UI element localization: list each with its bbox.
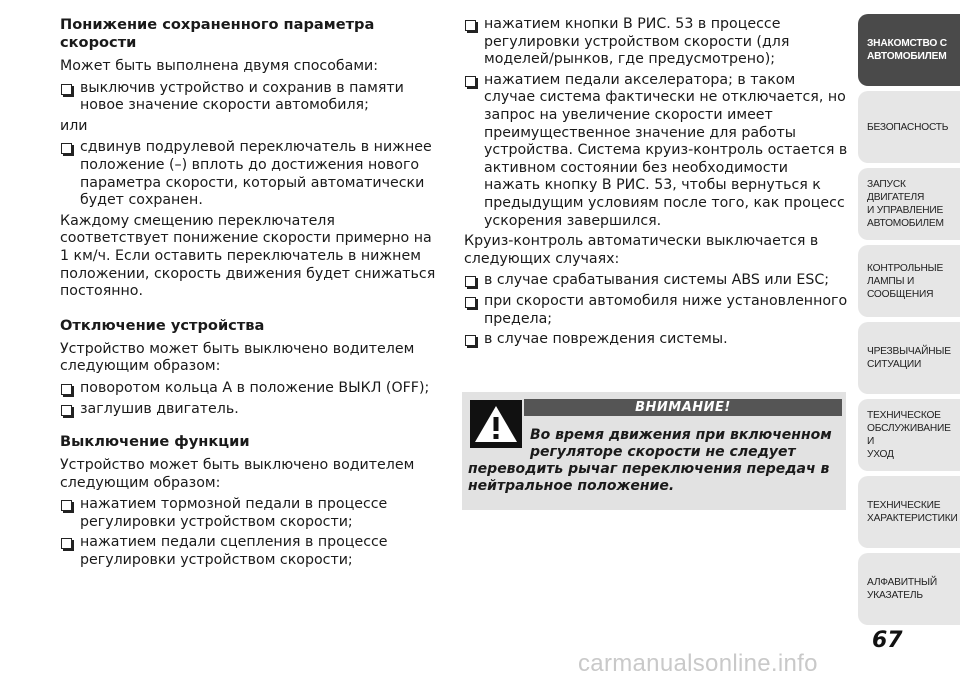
paragraph: Круиз-контроль автоматически выключается в следующих случаях: — [464, 233, 819, 267]
bullet-item: нажатием тормозной педали в процессе регулировки устройством скорости; — [60, 496, 440, 531]
tab-specifications[interactable]: ТЕХНИЧЕСКИЕ ХАРАКТЕРИСТИКИ — [858, 476, 960, 548]
bullet-item: в случае повреждения системы. — [464, 331, 848, 349]
warning-box — [462, 392, 846, 510]
section-heading-function-off: Выключение функции — [60, 433, 250, 451]
tab-emergencies[interactable]: ЧРЕЗВЫЧАЙНЫЕ СИТУАЦИИ — [858, 322, 960, 394]
checkbox-bullet-icon — [465, 276, 476, 287]
checkbox-bullet-icon — [61, 405, 72, 416]
warning-text: Во время движения при включенном регуляторе скорости не следует переводить рычаг переключения передач в нейтральное положение. — [468, 427, 832, 494]
tab-warning-lights[interactable]: КОНТРОЛЬНЫЕ ЛАМПЫ И СООБЩЕНИЯ — [858, 245, 960, 317]
warning-title: ВНИМАНИЕ! — [524, 399, 842, 416]
paragraph: Устройство может быть выключено водителем следующим образом: — [60, 457, 415, 491]
bullet-item: нажатием педали акселератора; в таком случае система фактически не отключается, но запрос на увеличение скорости имеет преимущественное значение для работы устройства. Система круиз-контроль остается в активном состоянии без необходимости нажать кнопку В РИС. 53, чтобы вернуться к предыдущим условиям после того, как процесс ускорения завершился. — [464, 72, 848, 230]
paragraph: или — [60, 117, 88, 134]
bullet-item: заглушив двигатель. — [60, 401, 440, 419]
bullet-item: сдвинув подрулевой переключатель в нижнее положение (–) вплоть до достижения нового параметра скорости, который автоматически будет сохранен. — [60, 139, 440, 209]
tab-safety[interactable]: БЕЗОПАСНОСТЬ — [858, 91, 960, 163]
checkbox-bullet-icon — [61, 384, 72, 395]
paragraph: Может быть выполнена двумя способами: — [60, 58, 379, 74]
bullet-item: при скорости автомобиля ниже установленного предела; — [464, 293, 848, 328]
bullet-item: выключив устройство и сохранив в памяти новое значение скорости автомобиля; — [60, 80, 440, 115]
checkbox-bullet-icon — [465, 335, 476, 346]
tab-vehicle-intro[interactable]: ЗНАКОМСТВО С АВТОМОБИЛЕМ — [858, 14, 960, 86]
tab-starting-driving[interactable]: ЗАПУСК ДВИГАТЕЛЯ И УПРАВЛЕНИЕ АВТОМОБИЛЕМ — [858, 168, 960, 240]
section-heading-device-off: Отключение устройства — [60, 316, 265, 334]
bullet-item: нажатием кнопки В РИС. 53 в процессе регулировки устройством скорости (для моделей/рынков, где предусмотрено); — [464, 16, 848, 69]
tab-maintenance[interactable]: ТЕХНИЧЕСКОЕ ОБСЛУЖИВАНИЕ И УХОД — [858, 399, 960, 471]
page-number: 67 — [872, 628, 903, 653]
chapter-sidebar — [858, 14, 960, 630]
bullet-item: поворотом кольца А в положение ВЫКЛ (OFF); — [60, 380, 440, 398]
checkbox-bullet-icon — [465, 20, 476, 31]
checkbox-bullet-icon — [465, 297, 476, 308]
paragraph: Устройство может быть выключено водителем следующим образом: — [60, 340, 415, 375]
right-column — [464, 16, 848, 352]
paragraph: Каждому смещению переключателя соответствует понижение скорости примерно на 1 км/ч. Если оставить переключатель в нижнем положении, скорость движения будет снижаться постоянно. — [60, 212, 436, 300]
checkbox-bullet-icon — [61, 84, 72, 95]
checkbox-bullet-icon — [61, 500, 72, 511]
bullet-item: нажатием педали сцепления в процессе регулировки устройством скорости; — [60, 534, 440, 569]
checkbox-bullet-icon — [465, 76, 476, 87]
watermark: carmanualsonline.info — [578, 650, 818, 677]
checkbox-bullet-icon — [61, 143, 72, 154]
bullet-item: в случае срабатывания системы ABS или ESC; — [464, 272, 848, 290]
section-heading-speed-decrease: Понижение сохраненного параметра скорости — [60, 16, 375, 51]
tab-index[interactable]: АЛФАВИТНЫЙ УКАЗАТЕЛЬ — [858, 553, 960, 625]
checkbox-bullet-icon — [61, 538, 72, 549]
left-column — [60, 16, 440, 573]
